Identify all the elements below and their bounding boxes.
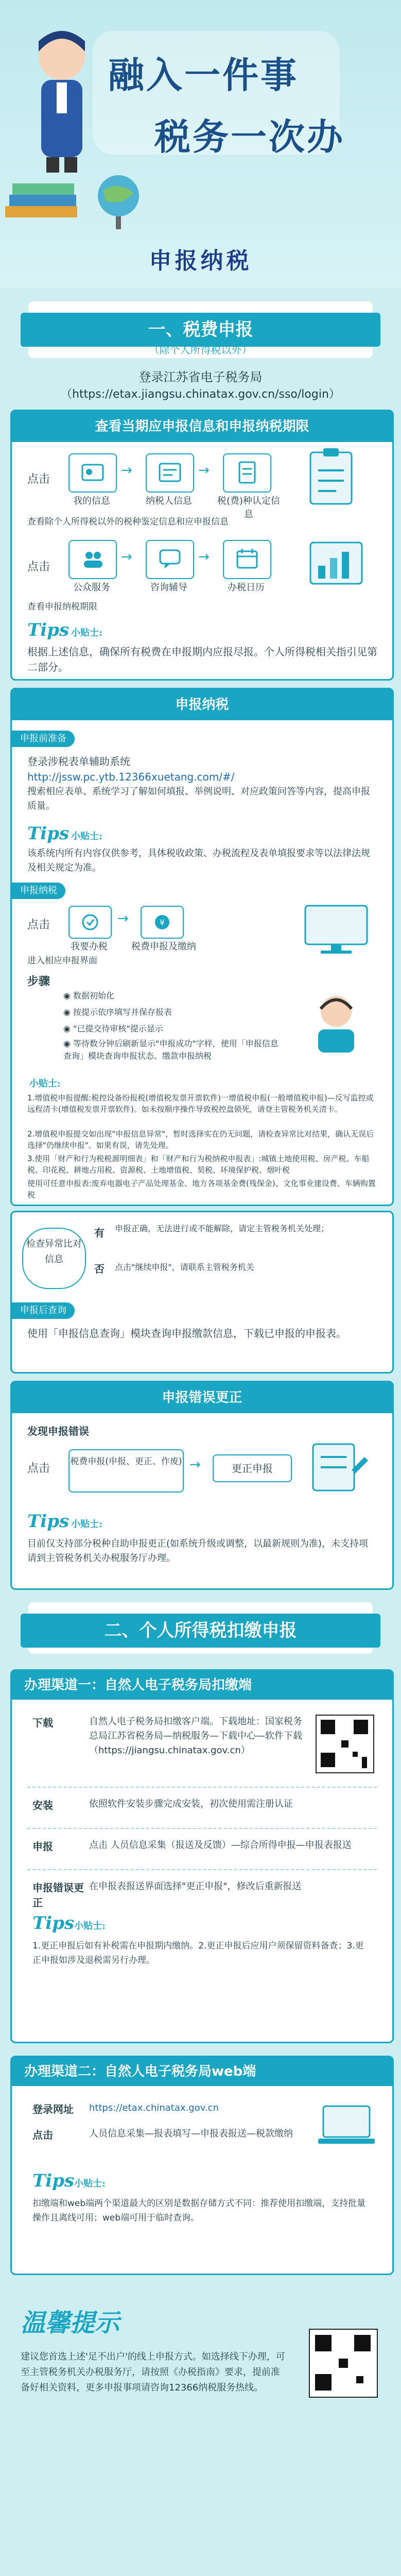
people-icon	[80, 546, 106, 572]
tag-after: 申报后查询	[12, 1302, 75, 1319]
declare-flow-step2: 税费申报及缴纳	[131, 941, 196, 952]
click-label: 点击	[27, 919, 50, 931]
channel2-title: 办理渠道二：自然人电子税务局web端	[12, 2057, 392, 2086]
card-declare-check	[10, 1211, 394, 1374]
step-1: ◉ 数据初始化	[63, 991, 115, 1001]
tips-heading	[27, 1073, 61, 1090]
flow2-step1: 公众服务	[73, 582, 110, 593]
tips-word: Tips	[32, 1913, 75, 1934]
tips-label: 小贴士:	[74, 2178, 106, 2189]
hero-title-line1: 融入一件事	[108, 54, 299, 96]
divider	[27, 1869, 377, 1870]
check-label: 检查异常比对信息	[22, 1228, 86, 1289]
channel1-title: 办理渠道一：自然人电子税务局扣缴端	[12, 1671, 392, 1700]
tips-label: 小贴士:	[71, 628, 102, 638]
laptop-icon	[316, 2098, 377, 2155]
step-2: ◉ 按提示依序填写并保存报表	[63, 1007, 172, 1017]
tips-heading	[27, 620, 102, 640]
arrow-icon: →	[198, 549, 210, 565]
row-correction-text: 在申报表报送界面选择"更正申报"，修改后重新报送	[89, 1881, 302, 1892]
user-card-icon	[80, 460, 106, 485]
arrow-icon: →	[121, 549, 132, 565]
card-view-declaration-info	[10, 410, 394, 681]
declare-correct-void-button[interactable]: 税费申报(申报、更正、作废)	[68, 1449, 184, 1493]
row-click-label: 点击	[32, 2129, 53, 2141]
tips2-item-1: 1.增值税申报提醒:税控设备纷报税(增值税发票开票软件)一增值税申报(一般增值税申报)—反写监控或远程清卡(增值税发票开票软件)。如未按顺序操作导致税控盘锁死，请登主管税务机关清卡。	[27, 1093, 374, 1114]
reminder-qr-code[interactable]	[309, 2329, 378, 2398]
step-1-text: 数据初始化	[73, 991, 115, 1001]
hero-title-line2: 税务一次办	[154, 115, 345, 158]
tax-declare-pay-button[interactable]	[141, 906, 184, 939]
section1-banner	[28, 301, 373, 358]
reminder-title: 温馨提示	[21, 2309, 120, 2337]
channel1-card	[10, 1669, 394, 2043]
row-install-label: 安装	[32, 1799, 53, 1811]
arrow-icon: →	[198, 463, 210, 478]
tips-heading	[27, 1511, 102, 1532]
tips-label: 小贴士:	[29, 1078, 61, 1089]
tips2-item-2: 2.增值税申报提交如出现"申报信息异常"，暂时选择实在仍无问题，请检查异常比对结果，确认无误后选择"仍继续申报"。如果有误，请先处理。	[27, 1129, 374, 1150]
divider	[27, 1828, 377, 1829]
arrow-icon: →	[121, 463, 132, 478]
operator-illustration-icon	[300, 988, 372, 1055]
tips-heading	[32, 2171, 106, 2191]
tips2-item-4: 使用可任意申报表:废弃电器电子产品处理基金、地方各项基金费(残保金)、文化事业建设费、车辆购置税	[27, 1179, 376, 1199]
card1-title: 查看当期应申报信息和申报纳税期限	[12, 411, 392, 442]
card1-tips-text: 根据上述信息，确保所有税费在申报期内应报尽报。个人所得税相关指引见第二部分。	[27, 646, 377, 673]
channel2-tips-text: 扣缴端和web端两个渠道最大的区别是数据存储方式不同：推荐使用扣缴端，支持批量操作且离线可用；web端可用于临时查询。	[32, 2198, 366, 2223]
flow2-step3: 办税日历	[228, 582, 265, 593]
flow1-step3: 税(费)种认定信息	[217, 496, 281, 520]
download-qr-code[interactable]	[316, 1715, 374, 1773]
section1-title: 一、税费申报	[21, 313, 380, 347]
tax-officer-illustration-icon	[21, 21, 103, 175]
tips-label: 小贴士:	[71, 831, 102, 842]
row-correction-label: 申报错误更正	[32, 1882, 84, 1909]
chat-bubble-icon	[157, 546, 183, 572]
tips-label: 小贴士:	[71, 1519, 102, 1530]
step-2-text: 按提示依序填写并保存报表	[73, 1007, 172, 1017]
id-card-icon	[157, 460, 183, 485]
reminder-text: 建议您首选上述'足不出户'的线上申报方式。如选择线下办理，可至主管税务机关办税服务厅，请按照《办税指南》要求，提前准备好相关资料，更多申报事项请咨询12366纳税服务热线。	[21, 2351, 285, 2393]
click-label: 点击	[27, 1462, 50, 1475]
i-want-tax-button[interactable]	[68, 906, 112, 939]
page-title: 申报纳税	[149, 248, 252, 274]
tips2-item-3: 3.使用「财产和行为税税源明细表」和「财产和行为税纳税申报表」:城镇土地使用税、房产税、车船税、印花税、耕地占用税、资源税、土地增值税、契税、环境保护税、烟叶税	[27, 1154, 370, 1175]
channel1-tips-text: 1.更正申报后如有补税需在申报期内缴纳。2.更正申报后应用户须保留资料备查；3.更正申报如涉及退税需另行办理。	[32, 1941, 364, 1965]
hand-icon	[80, 912, 100, 933]
divider	[27, 1787, 377, 1788]
row-login-url[interactable]: https://etax.chinatax.gov.cn	[89, 2103, 219, 2113]
step-4-text: 等待数分钟后刷新显示"申报成功"字样，使用「申报信息查询」模块查询申报状态、缴款申报纳税	[63, 1039, 278, 1061]
card2-title: 申报纳税	[12, 689, 392, 720]
my-info-button[interactable]	[68, 453, 117, 493]
coin-icon	[152, 912, 172, 933]
chart-illustration-icon	[305, 537, 372, 594]
declare-flow-note: 进入相应申报界面	[27, 956, 97, 966]
check-no-text: 点击"继续申报"，请联系主管税务机关	[115, 1262, 254, 1272]
row-download-label: 下载	[32, 1717, 53, 1729]
prepare-text-1: 登录涉税表单辅助系统	[27, 755, 130, 768]
hero-banner	[0, 0, 401, 289]
tax-type-info-button[interactable]	[223, 453, 271, 493]
tag-prepare: 申报前准备	[12, 731, 75, 747]
prepare-text-2: 搜索相应表单、系统学习了解如何填报、举例说明、对应政策问答等内容，提高申报质量。	[27, 786, 370, 811]
flow1-description: 查看除个人所得税以外的税种鉴定信息和应申报信息	[27, 517, 229, 527]
card-declare-pay	[10, 688, 394, 1206]
row-login-label: 登录网址	[32, 2103, 74, 2115]
books-and-globe-icon	[0, 170, 165, 232]
card-correction	[10, 1381, 394, 1590]
pen-document-icon	[305, 1439, 372, 1496]
click-label: 点击	[27, 473, 50, 486]
card3-tips-text: 目前仅支持部分税种自助申报更正(如系统升级或调整，以最新规则为准)，未支持项请到主管税务机关办税服务厅办理。	[27, 1538, 369, 1564]
calendar-icon	[234, 546, 260, 572]
step-3-text: "已提交待审核"提示显示	[73, 1024, 163, 1033]
login-line1: 登录江苏省电子税务局	[138, 370, 263, 384]
channel2-card	[10, 2056, 394, 2275]
declare-flow-step1: 我要办税	[71, 941, 108, 952]
tips-heading	[27, 823, 102, 844]
section2-title: 二、个人所得税扣缴申报	[21, 1614, 380, 1648]
correction-declare-button[interactable]: 更正申报	[213, 1454, 292, 1482]
arrow-icon: →	[189, 1457, 201, 1472]
tips-word: Tips	[27, 823, 69, 844]
computer-illustration-icon	[300, 901, 377, 957]
svg-text:¥: ¥	[159, 918, 165, 927]
flow1-step2: 纳税人信息	[146, 496, 192, 506]
check-yes-text: 申报正确，无法进行或不能解除，请定主管税务机关处理；	[115, 1224, 329, 1233]
flow2-description: 查看申报纳税期限	[27, 602, 97, 612]
row-declare-text: 点击 人员信息采集（报送及反馈）—综合所得申报—申报表报送	[89, 1840, 352, 1851]
row-click-text: 人员信息采集—报表填写—申报表报送—税款缴纳	[89, 2128, 293, 2139]
click-label: 点击	[27, 561, 50, 573]
step-3: ◉ "已提交待审核"提示显示	[63, 1024, 163, 1033]
check-yes: 有	[94, 1227, 104, 1239]
card2-tips-text: 该系统内所有内容仅供参考，具体税收政策、办税流程及表单填报要求等以法律法规及相关规定为准。	[27, 848, 370, 873]
tag-declare: 申报纳税	[12, 883, 65, 899]
public-service-button[interactable]	[68, 540, 117, 579]
row-download-text: 自然人电子税务局扣缴客户端。下载地址：国家税务总局江苏省税务局—纳税服务—下载中心—软件下载（https://jiangsu.chinatax.gov.cn）	[89, 1716, 302, 1756]
tips-word: Tips	[27, 620, 69, 640]
steps-label: 步骤	[27, 975, 50, 988]
check-no: 否	[94, 1263, 104, 1275]
flow2-step2: 咨询辅导	[150, 582, 187, 593]
flow1-step1: 我的信息	[73, 496, 110, 506]
tips-label: 小贴士:	[74, 1921, 106, 1931]
consult-guidance-button[interactable]	[146, 540, 194, 579]
arrow-icon: →	[117, 911, 129, 926]
correction-subtitle: 发现申报错误	[27, 1425, 89, 1437]
row-install-text: 依照软件安装步骤完成安装，初次使用需注册认证	[89, 1799, 293, 1809]
tips-heading	[32, 1913, 106, 1934]
clipboard-illustration-icon	[300, 447, 372, 509]
after-text: 使用「申报信息查询」模块查询申报缴款信息，下载已申报的申报表。	[27, 1327, 346, 1340]
taxpayer-info-button[interactable]	[146, 453, 194, 493]
prepare-url-link[interactable]: http://jssw.pc.ytb.12366xuetang.com/#/	[27, 771, 235, 783]
tips-word: Tips	[27, 1511, 69, 1532]
tax-calendar-button[interactable]	[223, 540, 271, 579]
section1-subtitle: （除个人所得税以外）	[149, 344, 252, 356]
row-declare-label: 申报	[32, 1840, 53, 1853]
document-icon	[234, 460, 260, 485]
step-4: ◉ 等待数分钟后刷新显示"申报成功"字样，使用「申报信息查询」模块查询申报状态、缴款申报纳税	[63, 1039, 278, 1061]
section2-banner	[28, 1602, 373, 1654]
tips-word: Tips	[32, 2171, 75, 2191]
card3-title: 申报错误更正	[12, 1382, 392, 1413]
login-url[interactable]: （https://etax.jiangsu.chinatax.gov.cn/sso/login）	[61, 388, 340, 401]
